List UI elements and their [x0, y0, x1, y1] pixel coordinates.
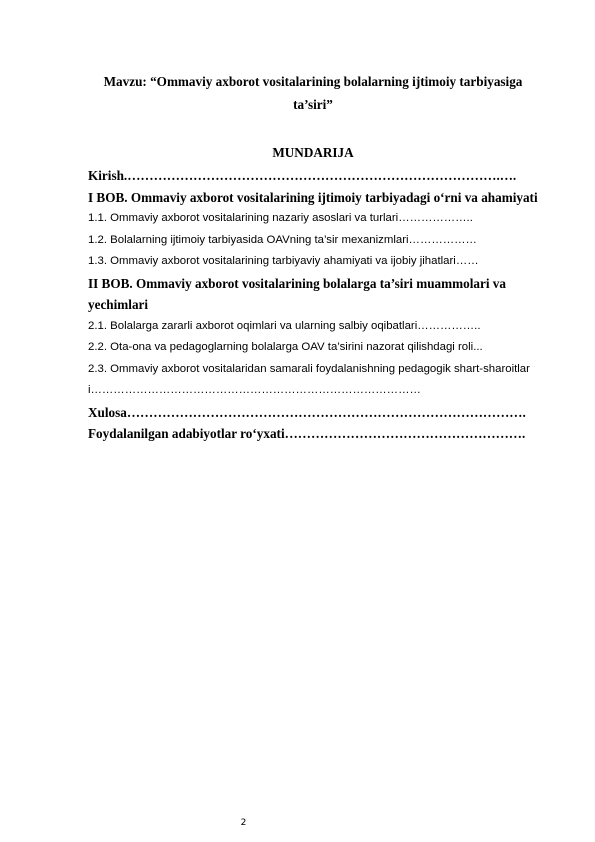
- toc-heading: MUNDARIJA: [272, 145, 354, 160]
- toc-entry-conclusion: Xulosa……………………………………………………………………………….: [88, 404, 526, 420]
- toc-entry-section-1-3: 1.3. Ommaviy axborot vositalarining tarbiyaviy ahamiyati va ijobiy jihatlari……: [88, 255, 479, 267]
- toc-entry-introduction: Kirish.………………………………………………………………………….….: [88, 168, 517, 183]
- toc-entry-section-2-2: 2.2. Ota-ona va pedagoglarning bolalarga OAV ta’sirini nazorat qilishdagi roli...: [88, 341, 483, 353]
- toc-entry-section-2-1: 2.1. Bolalarga zararli axborot oqimlari va ularning salbiy oqibatlari……………..: [88, 319, 481, 332]
- toc-entry-section-1-1: 1.1. Ommaviy axborot vositalarining nazariy asoslari va turlari………………..: [88, 212, 473, 224]
- toc-entry-section-2-3: 2.3. Ommaviy axborot vositalaridan samarali foydalanishning pedagogik shart-sharoitlari……………………………………………………………………………: [88, 362, 530, 396]
- page-number: 2: [240, 818, 247, 828]
- toc-entry-chapter-2: II BOB. Ommaviy axborot vositalarining bolalarga ta’siri muammolari va yechimlari: [88, 275, 506, 312]
- toc-entry-section-1-2: 1.2. Bolalarning ijtimoiy tarbiyasida OAVning ta’sir mexanizmlari………………: [88, 233, 477, 246]
- table-of-contents: [88, 165, 538, 445]
- toc-entry-references: Foydalanilgan adabiyotlar ro‘yxati……………………………………………….: [88, 426, 526, 441]
- document-title: Mavzu: “Ommaviy axborot vositalarining bolalarning ijtimoiy tarbiyasiga ta’siri”: [103, 74, 523, 112]
- toc-entry-chapter-1: I BOB. Ommaviy axborot vositalarining ijtimoiy tarbiyadagi o‘rni va ahamiyati: [88, 189, 538, 205]
